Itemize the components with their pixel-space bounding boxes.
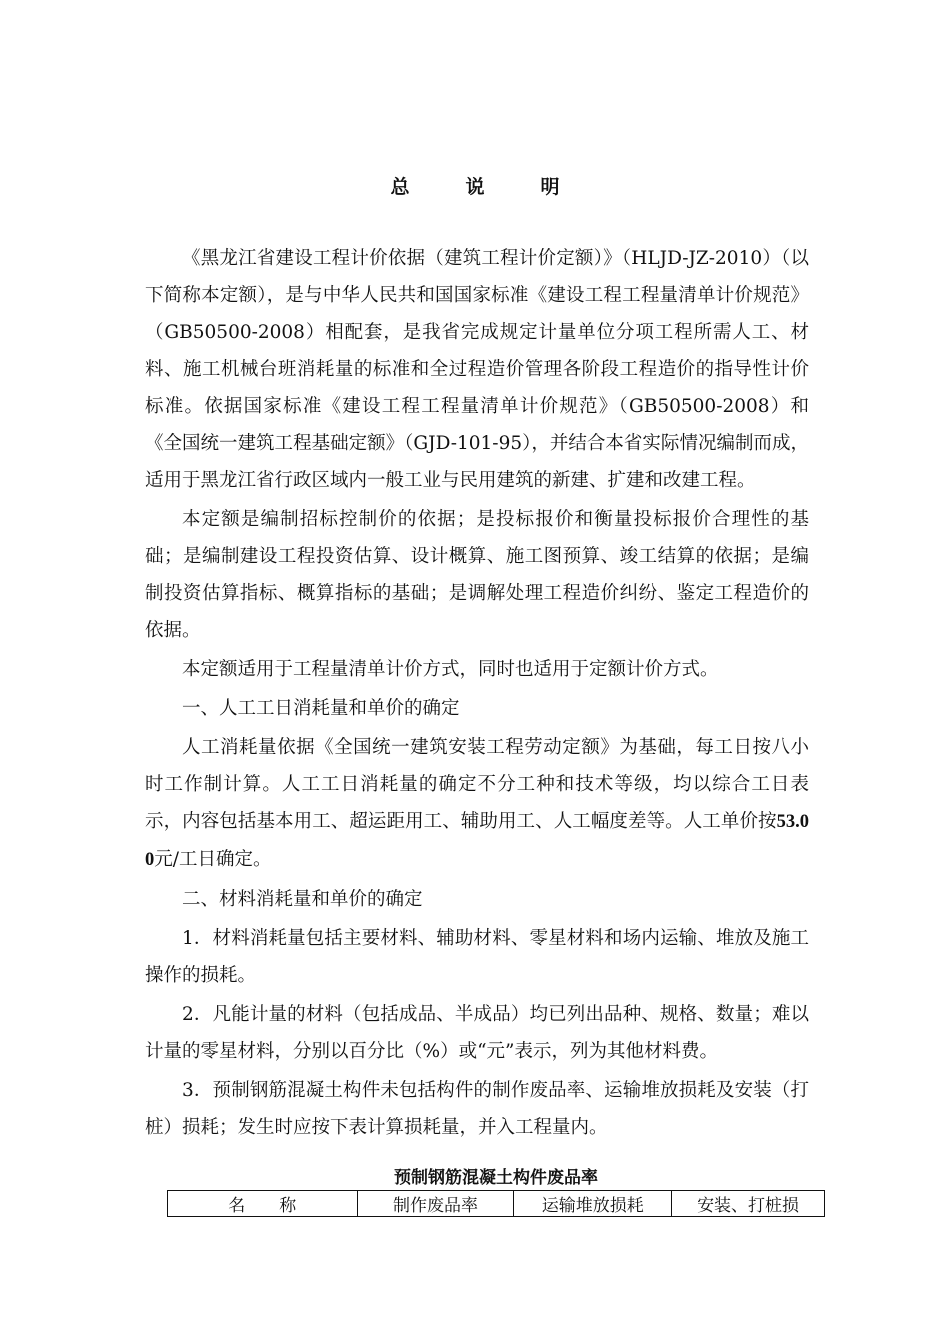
paragraph-scope: 本定额适用于工程量清单计价方式，同时也适用于定额计价方式。 — [182, 659, 719, 680]
paragraph-intro: 《黑龙江省建设工程计价依据（建筑工程计价定额）》（HLJD-JZ-2010）（以下简称本定额），是与中华人民共和国国家标准《建设工程工程量清单计价规范》（GB50500-2008）相配套，是我省完成规定计量单位分项工程所需人工、材料、施工机械台班消耗量的标准和全过程造价管理各阶段工程造价的指导性计价标准。依据国家标准《建设工程工程量清单计价规范》（GB50500-2008）和《全国统一建筑工程基础定额》（GJD-101-95），并结合本省实际情况编制而成，适用于黑龙江省行政区域内一般工业与民用建筑的新建、扩建和改建工程。 — [145, 248, 809, 491]
header-name: 名 称 — [168, 1191, 358, 1217]
header-transport-loss: 运输堆放损耗 — [514, 1191, 672, 1217]
paragraph-material-2: 2．凡能计量的材料（包括成品、半成品）均已列出品种、规格、数量；难以计量的零星材料，分别以百分比（%）或“元”表示，列为其他材料费。 — [145, 1004, 809, 1062]
paragraph-purpose: 本定额是编制招标控制价的依据；是投标报价和衡量投标报价合理性的基础；是编制建设工程投资估算、设计概算、施工图预算、竣工结算的依据；是编制投资估算指标、概算指标的基础；是调解处理工程造价纠纷、鉴定工程造价的依据。 — [145, 509, 809, 641]
labor-text-before: 人工消耗量依据《全国统一建筑安装工程劳动定额》为基础，每工日按八小时工作制计算。人工工日消耗量的确定不分工种和技术等级，均以综合工日表示，内容包括基本用工、超运距用工、辅助用工、人工幅度差等。人工单价按 — [145, 737, 809, 832]
table-header-row — [168, 1191, 825, 1217]
title-char-3: 明 — [540, 176, 560, 198]
section-heading-labor: 一、人工工日消耗量和单价的确定 — [182, 698, 460, 719]
table-title: 预制钢筋混凝土构件废品率 — [394, 1168, 598, 1188]
labor-price: 53.00 — [145, 812, 809, 870]
header-install-loss: 安装、打桩损 — [672, 1191, 825, 1217]
title-char-1: 总 — [390, 176, 410, 198]
paragraph-labor — [145, 729, 809, 879]
title-char-2: 说 — [465, 176, 485, 198]
waste-rate-table — [167, 1190, 825, 1217]
paragraph-material-3: 3．预制钢筋混凝土构件未包括构件的制作废品率、运输堆放损耗及安装（打桩）损耗；发生时应按下表计算损耗量，并入工程量内。 — [145, 1080, 809, 1138]
page-title — [0, 172, 950, 199]
labor-text-after: 元/工日确定。 — [154, 849, 272, 870]
body-text — [145, 240, 809, 1146]
header-production-waste: 制作废品率 — [357, 1191, 514, 1217]
section-heading-material: 二、材料消耗量和单价的确定 — [182, 889, 423, 910]
paragraph-material-1: 1．材料消耗量包括主要材料、辅助材料、零星材料和场内运输、堆放及施工操作的损耗。 — [145, 928, 809, 986]
